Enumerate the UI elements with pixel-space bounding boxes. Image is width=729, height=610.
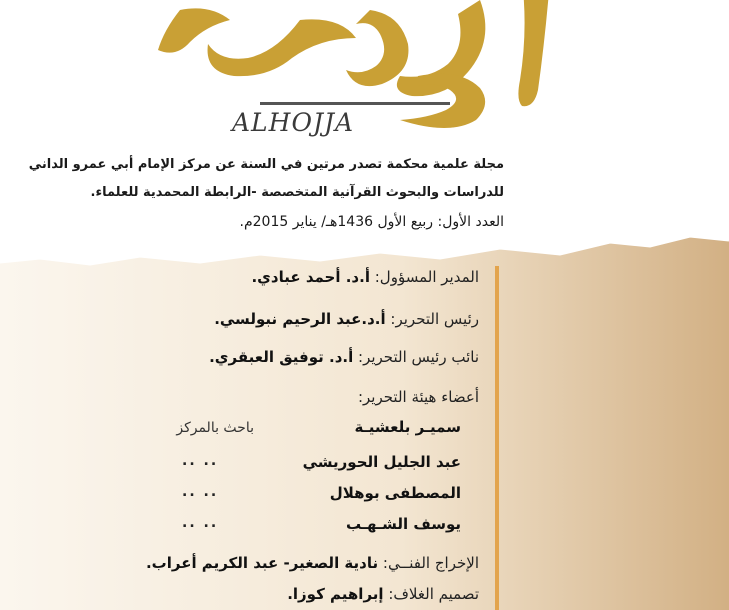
art-direction-label: الإخراج الفنــي: — [382, 554, 479, 572]
cover-design-name: إبراهيم كوزا. — [287, 585, 384, 603]
board-member-affiliation: .. .. — [182, 484, 219, 500]
board-member-affiliation: .. .. — [182, 515, 219, 531]
board-member-name: المصطفى بوهلال — [329, 484, 461, 502]
art-direction-name: نادية الصغير- عبد الكريم أعراب. — [145, 554, 379, 572]
editor-in-chief-row — [214, 310, 479, 328]
description-line-1: مجلة علمية محكمة تصدر مرتين في السنة عن مركز الإمام أبي عمرو الداني — [28, 157, 504, 172]
board-member-affiliation: .. .. — [182, 453, 219, 469]
director-label: المدير المسؤول: — [374, 268, 479, 286]
board-label: أعضاء هيئة التحرير: — [357, 388, 479, 406]
deputy-editor-name: أ.د. توفيق العبقري. — [209, 348, 354, 366]
description-line-2: للدراسات والبحوث القرآنية المتخصصة -الرابطة المحمدية للعلماء. — [90, 185, 504, 200]
art-direction-row — [146, 554, 479, 572]
cover-design-row — [287, 585, 479, 603]
deputy-editor-label: نائب رئيس التحرير: — [358, 348, 479, 366]
deputy-editor-row — [209, 348, 479, 366]
issue-line: العدد الأول: ربيع الأول 1436هـ/ يناير 2015م. — [239, 214, 504, 230]
director-row — [251, 268, 479, 286]
board-member-name: يوسف الشـهـب — [346, 515, 461, 533]
masthead — [0, 0, 729, 150]
board-member-affiliation: باحث بالمركز — [176, 420, 254, 436]
editor-in-chief-label: رئيس التحرير: — [390, 310, 479, 328]
editor-in-chief-name: أ.د.عبد الرحيم نبولسي. — [214, 310, 386, 328]
logo-latin-text: ALHOJJA — [232, 108, 355, 137]
calligraphy-logo-icon — [150, 0, 570, 130]
board-member-name: عبد الجليل الحوريشي — [302, 453, 461, 471]
accent-bar — [495, 266, 499, 610]
cover-design-label: تصميم الغلاف: — [388, 585, 479, 603]
director-name: أ.د. أحمد عبادي. — [251, 268, 370, 286]
board-member-name: سميـر بلعشيـة — [354, 418, 461, 436]
